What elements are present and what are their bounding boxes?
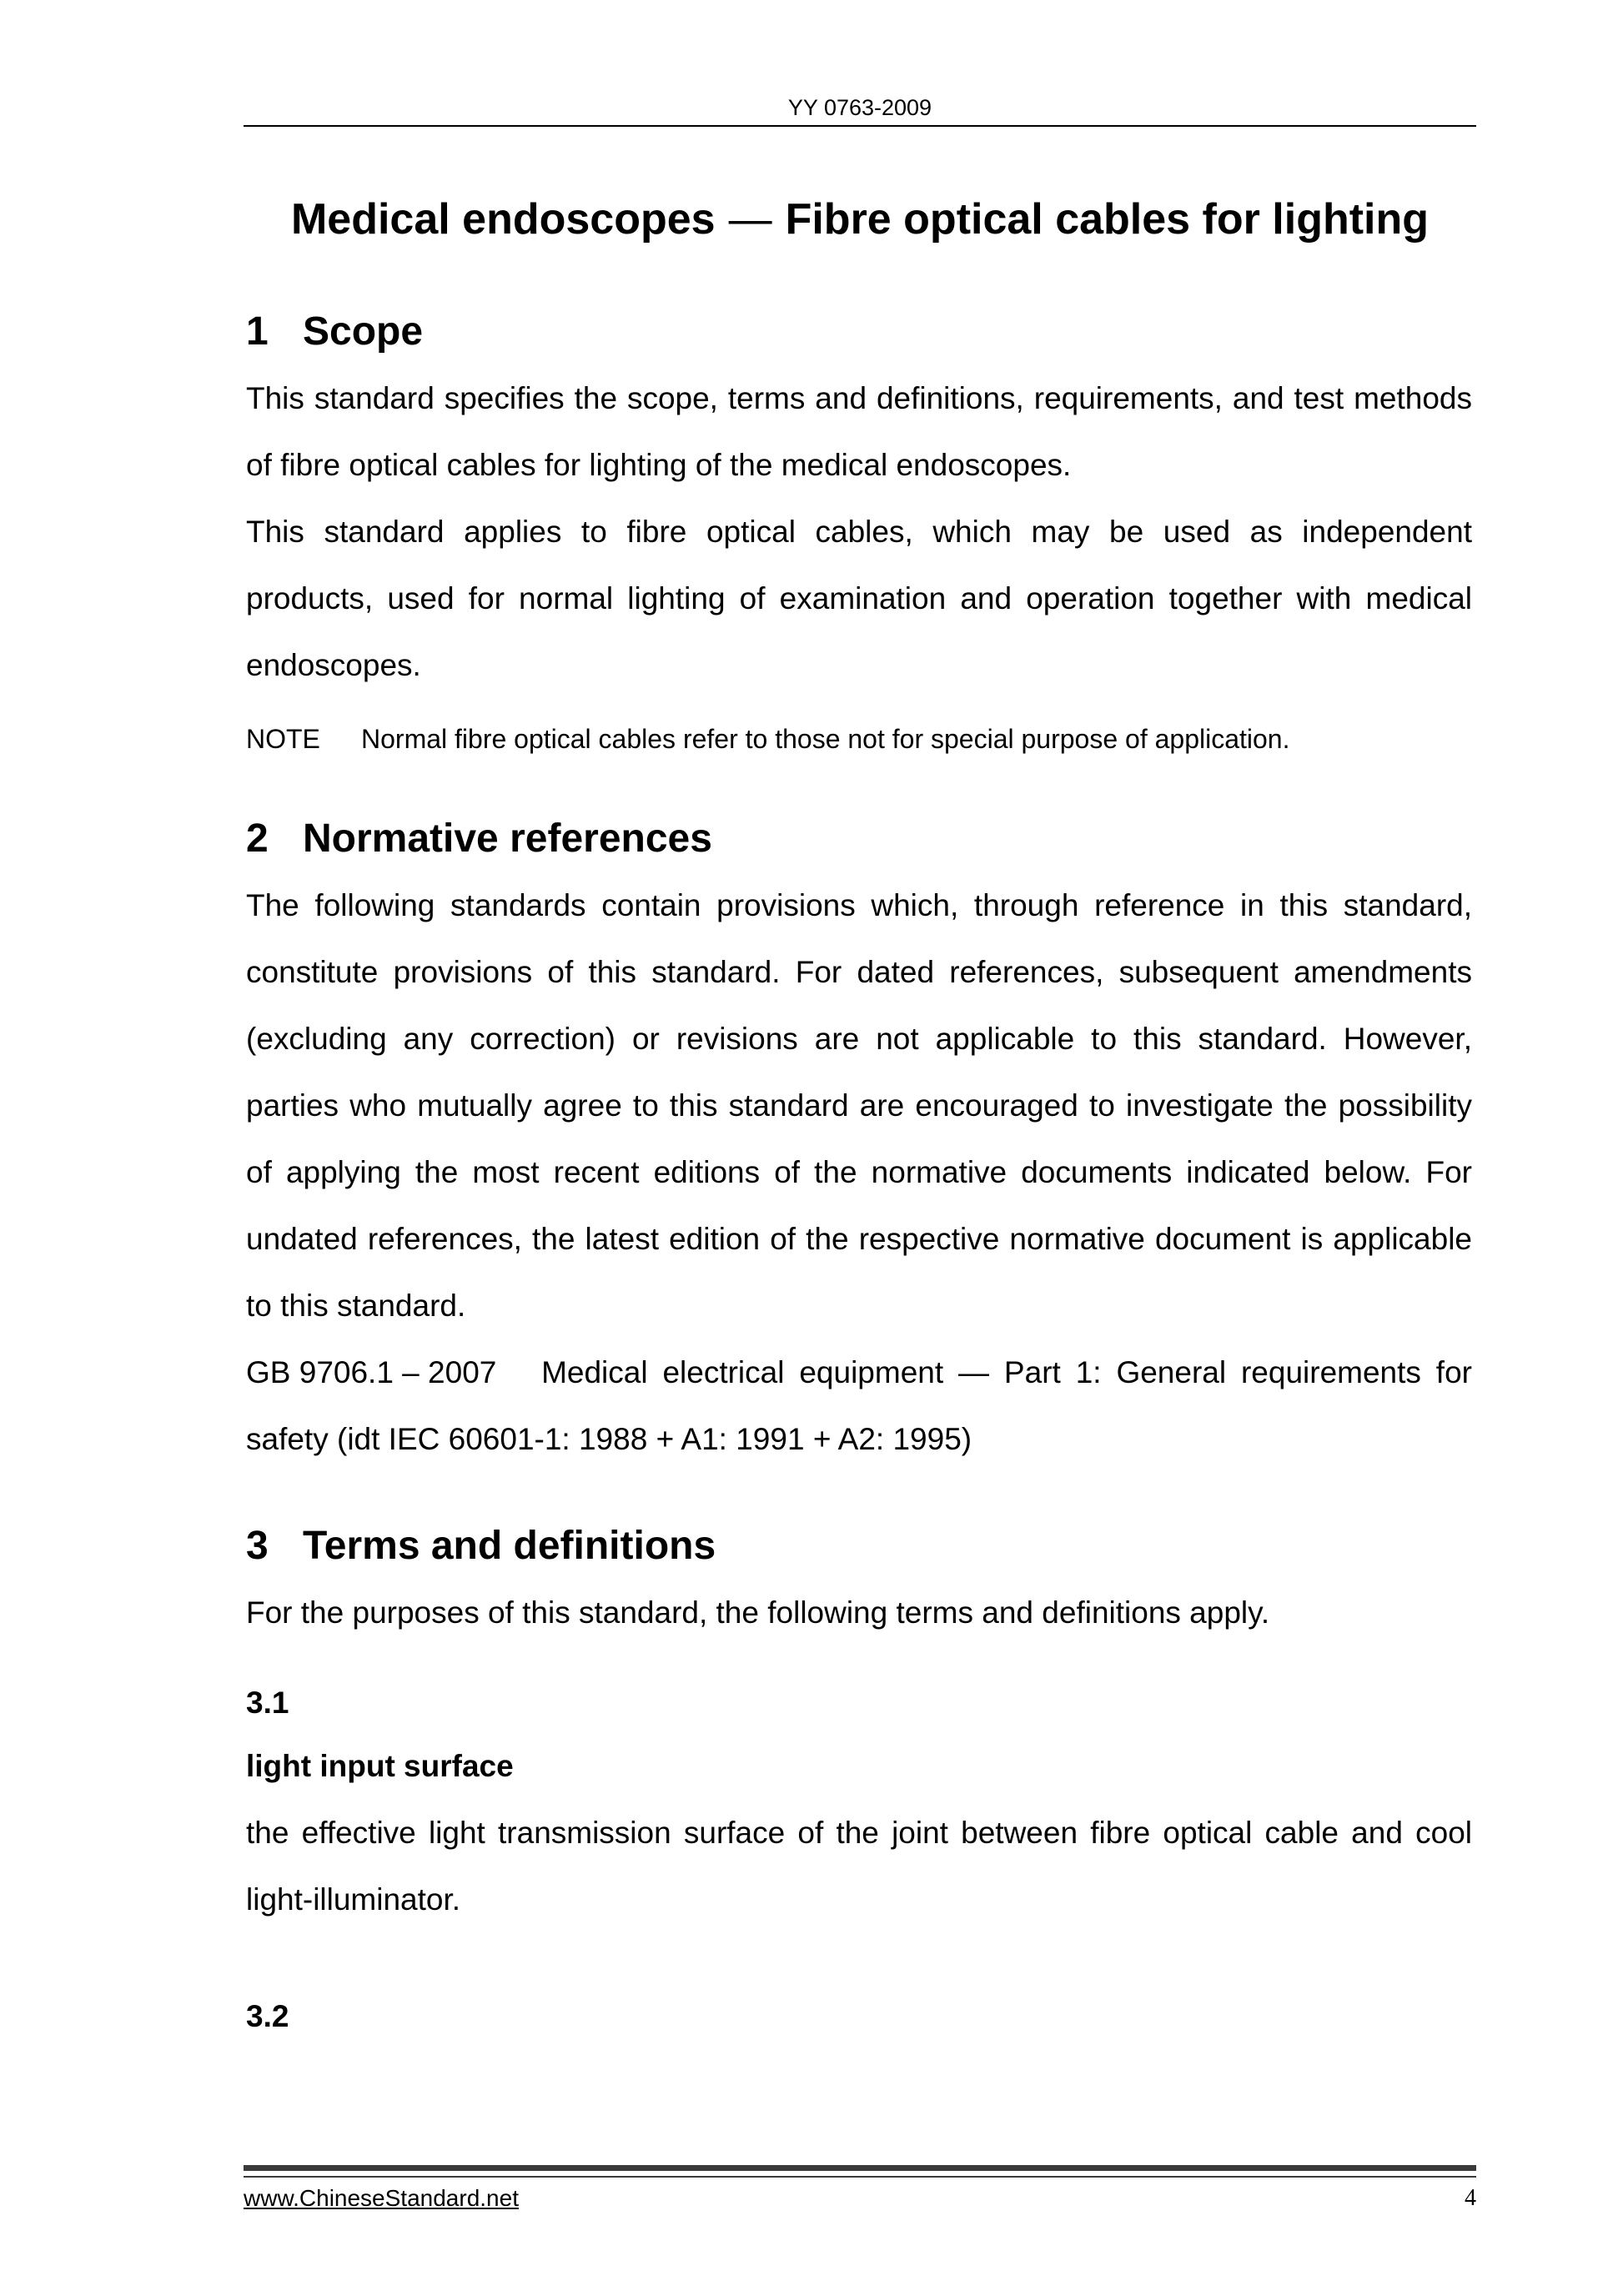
note-text: Normal fibre optical cables refer to those not for special purpose of application. — [361, 724, 1290, 754]
title-dash: — — [728, 195, 772, 244]
section-title: Terms and definitions — [303, 1524, 716, 1568]
scope-paragraph-1: This standard specifies the scope, terms and definitions, requirements, and test methods of fibre optical cables for lighting of the medical endoscopes. — [246, 381, 1472, 482]
document-title — [244, 190, 1476, 249]
footer-page-number: 4 — [1465, 2185, 1476, 2211]
footer-divider-thin — [244, 2176, 1476, 2178]
header-divider — [244, 125, 1476, 127]
term-number-3-1: 3.1 — [246, 1686, 289, 1720]
title-right: Fibre optical cables for lighting — [785, 195, 1430, 244]
document-body — [246, 299, 1472, 2050]
section-heading-normative-references — [246, 806, 1472, 872]
term-name-3-1: light input surface — [246, 1749, 514, 1783]
footer-divider-thick — [244, 2165, 1476, 2171]
footer-website-link[interactable]: www.ChineseStandard.net — [244, 2185, 519, 2211]
title-left: Medical endoscopes — [290, 195, 716, 244]
term-definition-3-1: the effective light transmission surface of the joint between fibre optical cable and cool light-illuminator. — [246, 1816, 1472, 1917]
normative-reference-entry — [246, 1339, 1472, 1473]
normative-paragraph: The following standards contain provisions which, through reference in this standard, constitute provisions of this standard. For dated references, subsequent amendments (excluding any correction) or revisions are not applicable to this standard. However, parties who mutually agree to this standard are encouraged to investigate the possibility of applying the most recent editions of the normative documents indicated below. For undated references, the latest edition of the respective normative document is applicable to this standard. — [246, 888, 1472, 1323]
section-title: Normative references — [303, 816, 712, 861]
note-label: NOTE — [246, 724, 320, 754]
reference-code: GB 9706.1 – 2007 — [246, 1355, 497, 1389]
section-number: 3 — [246, 1524, 269, 1568]
section-heading-scope — [246, 299, 1472, 365]
section-number: 2 — [246, 816, 269, 861]
section-heading-terms — [246, 1513, 1472, 1580]
term-number-3-2: 3.2 — [246, 1999, 289, 2033]
scope-paragraph-2: This standard applies to fibre optical cables, which may be used as independent products, used for normal lighting of examination and operation together with medical endoscopes. — [246, 515, 1472, 682]
scope-note — [246, 712, 1472, 766]
reference-title: Medical electrical equipment — Part 1: General requirements for safety (idt IEC 60601-1: 1988 + A1: 1991 + A2: 1995) — [246, 1355, 1472, 1456]
section-title: Scope — [303, 309, 424, 354]
terms-intro: For the purposes of this standard, the following terms and definitions apply. — [246, 1595, 1270, 1630]
section-number: 1 — [246, 309, 269, 354]
header-standard-code: YY 0763-2009 — [787, 95, 932, 120]
